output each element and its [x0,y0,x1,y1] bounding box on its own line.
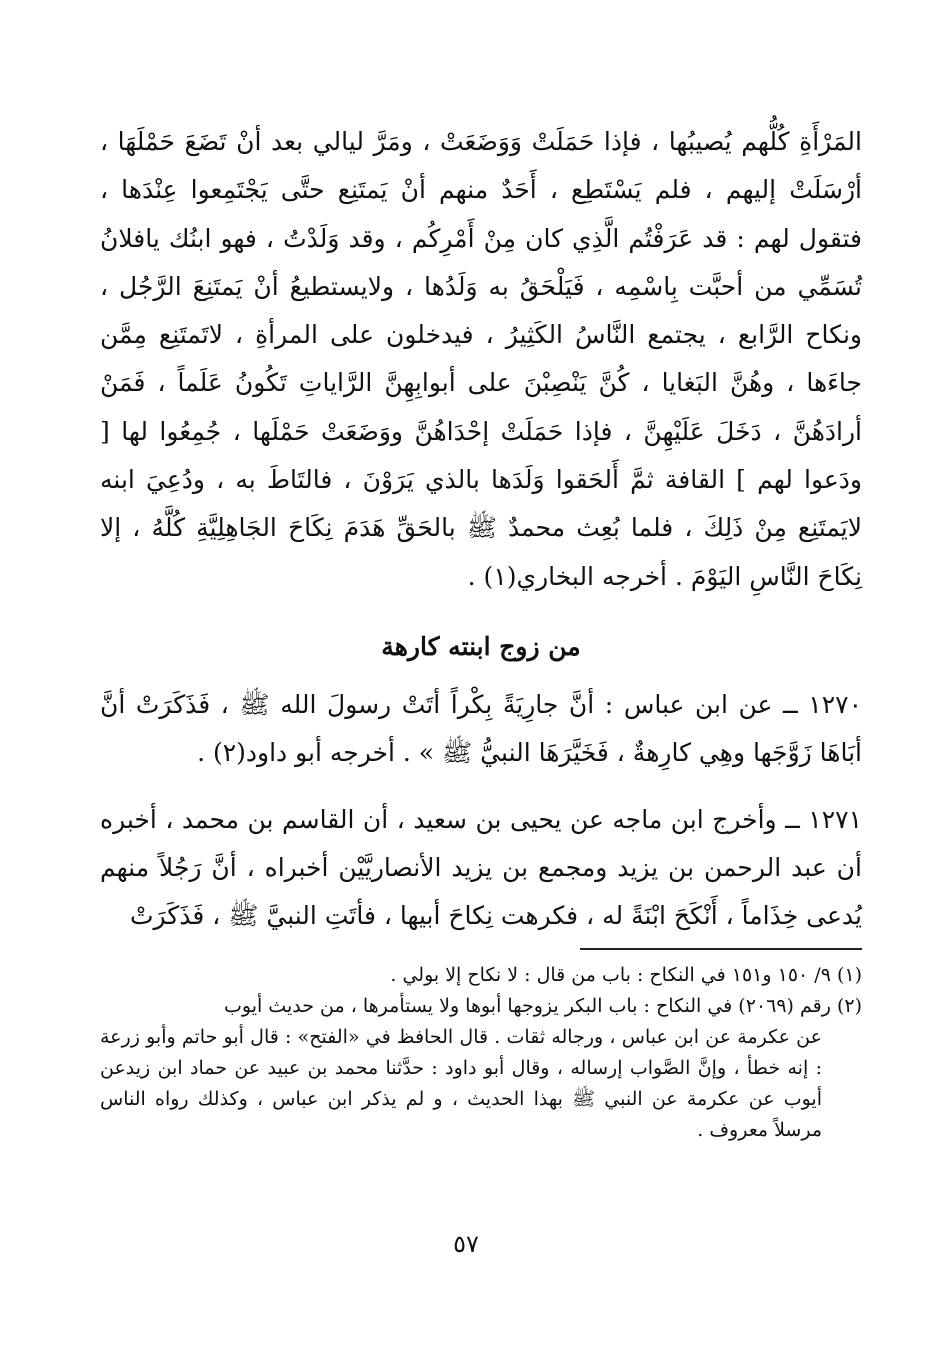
footnote-2-first-line: (٢) رقم (٢٠٦٩) في النكاح : باب البكر يزوجها أبوها ولا يستأمرها ، من حديث أيوب [224,995,862,1018]
section-heading: من زوج ابنته كارهة [381,631,581,661]
footnotes [100,960,862,1146]
footnote-divider [580,948,862,950]
hadith-1271: ١٢٧١ ــ وأخرج ابن ماجه عن يحيى بن سعيد ، أن القاسم بن محمد ، أخبره أن عبد الرحمن بن يزيد ومجمع بن يزيد الأنصاريَّيْن أخبراه ، أنَّ رَجُلاً منهم يُدعى خِذَاماً ، أَنْكَحَ ابْنَةً له ، فكرهت نِكاحَ أبيها ، فأتَتِ النبيَّ ﷺ ، فَذَكَرَتْ [100,804,862,931]
footnote-1: (١) ٩/ ١٥٠ و١٥١ في النكاح : باب من قال : لا نكاح إلا بولي . [390,964,862,987]
body-paragraph-continuation: المَرْأَةِ كُلُّهم يُصيبُها ، فإذا حَمَلَتْ وَوَضَعَتْ ، ومَرَّ ليالي بعد أنْ تَضَعَ حَمْلَهَا ، أرْسَلَتْ إليهم ، فلم يَسْتَطِع ، أَحَدٌ منهم أنْ يَمتَنِع حتَّى يَجْتَمِعوا عِنْدَها ، فتقول لهم : قد عَرَفْتُم الَّذِي كان مِنْ أَمْرِكُم ، وقد وَلَدْتُ ، فهو ابنُك يافلانُ تُسَمِّي من أحبَّت بِاسْمِه ، فَيَلْحَقُ به وَلَدُها ، ولايستطيعُ أنْ يَمتَنِعَ الرَّجُل ، ونكاح الرَّابع ، يجتمع النَّاسُ الكَثِيرُ ، فيدخلون على المرأةِ ، لاتَمتَنِع مِمَّن جاءَها ، وهُنَّ البَغايا ، كُنَّ يَنْصِبْنَ على أبوابِهِنَّ الرَّاياتِ تَكُونُ عَلَماً ، فَمَنْ أرادَهُنَّ ، دَخَلَ عَلَيْهِنَّ ، فإذا حَمَلَتْ إحْدَاهُنَّ ووَضَعَتْ حَمْلَها ، جُمِعُوا لها [ ودَعوا لهم ] القافة ثمَّ أَلحَقوا وَلَدَها بالذي يَرَوْنَ ، فالتَاطَ به ، ودُعِيَ ابنه لايَمتَنِع مِنْ ذَلِكَ ، فلما بُعِث محمدٌ ﷺ بالحَقِّ هَدَمَ نِكَاحَ الجَاهِلِيَّةِ كُلَّهُ ، إلا نِكَاحَ النَّاسِ اليَوْمَ . أخرجه البخاري(١) . [100,127,862,591]
footnote-2-continuation: عن عكرمة عن ابن عباس ، ورجاله ثقات . قال الحافظ في «الفتح» : قال أبو حاتم وأبو زرعة : إنه خطأ ، وإنَّ الصَّواب إرساله ، وقال أبو داود : حدَّثنا محمد بن عبيد عن حماد ابن زيدعن أيوب عن عكرمة عن النبي ﷺ بهذا الحديث ، و لم يذكر ابن عباس ، وكذلك رواه الناس مرسلاً معروف . [100,1026,822,1142]
page-content [100,118,862,1146]
hadith-1270: ١٢٧٠ ــ عن ابن عباس : أنَّ جارِيَةً بِكْراً أتَتْ رسولَ الله ﷺ ، فَذَكَرَتْ أنَّ أبَاهَا زَوَّجَها وهِي كارِهةٌ ، فَخَيَّرَهَا النبيُّ ﷺ » . أخرجه أبو داود(٢) . [100,689,862,768]
page-number: ٥٧ [453,1230,479,1258]
